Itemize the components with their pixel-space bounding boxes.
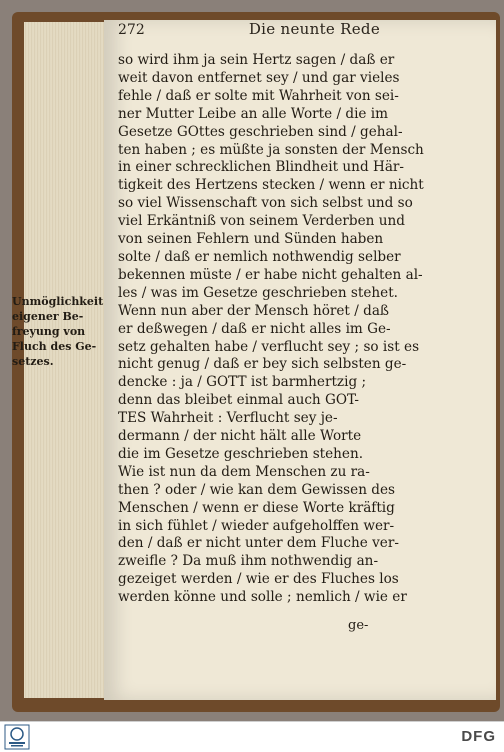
body-line: viel Erkäntniß von seinem Verderben und — [118, 213, 405, 230]
body-line: den / daß er nicht unter dem Fluche ver- — [118, 535, 399, 552]
body-line: werden könne und solle ; nemlich / wie er — [118, 589, 407, 606]
body-line: dermann / der nicht hält alle Worte — [118, 428, 362, 445]
body-line: dencke : ja / GOTT ist barmhertzig ; — [118, 374, 367, 391]
marginal-note-line: freyung von — [12, 325, 86, 338]
footer-bar — [0, 721, 504, 752]
marginal-note-line: eigener Be- — [12, 310, 84, 323]
body-line: Wie ist nun da dem Menschen zu ra- — [118, 463, 370, 480]
body-line: Gesetze GOttes geschrieben sind / gehal- — [118, 123, 403, 140]
body-line: so wird ihm ja sein Hertz sagen / daß er — [118, 52, 395, 68]
body-text — [118, 52, 424, 607]
body-line: er deßwegen / daß er nicht alles im Ge- — [118, 320, 391, 337]
page-number: 272 — [118, 22, 145, 38]
page-header — [118, 20, 380, 38]
body-line: then ? oder / wie kan dem Gewissen des — [118, 481, 396, 498]
body-line: nicht genug / daß er bey sich selbsten ge- — [118, 356, 407, 373]
body-line: setz gehalten habe / verflucht sey ; so ist es — [118, 338, 420, 355]
body-line: Wenn nun aber der Mensch höret / daß — [118, 302, 389, 319]
body-line: solte / daß er nemlich nothwendig selber — [118, 248, 401, 265]
body-line: zweifle ? Da muß ihm nothwendig an- — [118, 553, 379, 570]
body-line: bekennen müste / er habe nicht gehalten al- — [118, 266, 423, 283]
body-line: tigkeit des Hertzens stecken / wenn er nicht — [118, 177, 424, 194]
library-seal-icon — [4, 724, 30, 750]
body-line: TES Wahrheit : Verflucht sey je- — [118, 410, 338, 427]
body-line: gezeiget werden / wie er des Fluches los — [118, 571, 399, 588]
marginal-note-line: setzes. — [12, 355, 54, 368]
body-line: die im Gesetze geschrieben stehen. — [118, 445, 364, 462]
body-line: so viel Wissenschaft von sich selbst und so — [118, 195, 413, 212]
body-line: ten haben ; es müßte ja sonsten der Mensch — [118, 141, 424, 158]
body-line: weit davon entfernet sey / und gar vieles — [118, 69, 400, 86]
body-line: Menschen / wenn er diese Worte kräftig — [118, 499, 395, 516]
body-line: les / was im Gesetze geschrieben stehet. — [118, 284, 398, 301]
body-line: denn das bleibet einmal auch GOT- — [118, 392, 359, 409]
catchword: ge- — [348, 618, 369, 633]
body-line: ner Mutter Leibe an alle Worte / die im — [118, 105, 389, 122]
running-head: Die neunte Rede — [248, 20, 380, 38]
body-line: in sich fühlet / wieder aufgeholffen wer- — [118, 517, 395, 534]
body-line: in einer schrecklichen Blindheit und Här- — [118, 159, 405, 176]
marginal-note — [12, 294, 112, 369]
marginal-note-line: Unmöglichkeit — [12, 295, 104, 308]
body-line: fehle / daß er solte mit Wahrheit von sei- — [118, 87, 399, 104]
body-line: von seinen Fehlern und Sünden haben — [118, 231, 384, 248]
dfg-logo: DFG — [461, 728, 496, 745]
marginal-note-line: Fluch des Ge- — [12, 340, 97, 353]
